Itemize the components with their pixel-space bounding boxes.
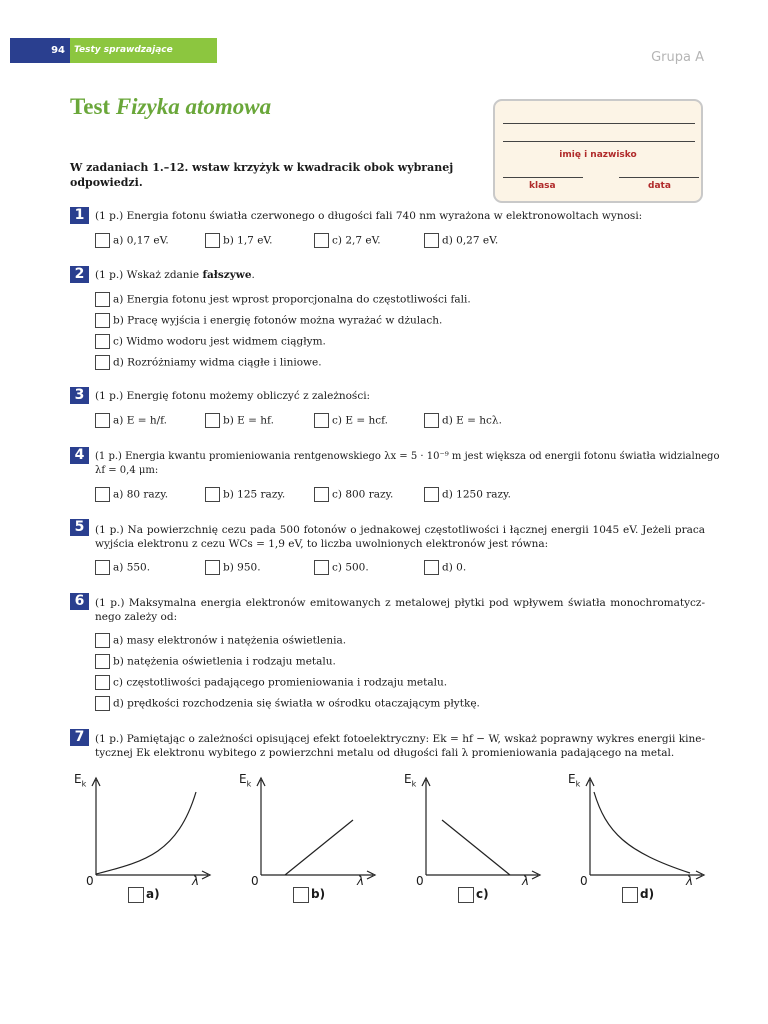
answer-option[interactable] bbox=[95, 292, 471, 307]
y-label: E bbox=[568, 772, 576, 786]
graph-option[interactable] bbox=[72, 770, 212, 910]
checkbox[interactable] bbox=[424, 560, 439, 575]
graph-option[interactable] bbox=[237, 770, 377, 910]
answer-option[interactable] bbox=[95, 675, 447, 690]
date-line bbox=[619, 177, 699, 178]
section-title: Testy sprawdzające bbox=[70, 38, 217, 63]
option-label: d) E = hcλ. bbox=[442, 414, 502, 427]
option-label: a) masy elektronów i natężenia oświetlenia. bbox=[113, 634, 347, 647]
checkbox[interactable] bbox=[95, 355, 110, 370]
origin-label: 0 bbox=[416, 874, 424, 888]
answer-option[interactable] bbox=[95, 313, 442, 328]
text-line: λf = 0,4 μm: bbox=[95, 465, 159, 476]
instruction: W zadaniach 1.–12. wstaw krzyżyk w kwadracik obok wybranej odpowiedzi. bbox=[70, 161, 454, 189]
x-axis-label: λ bbox=[686, 874, 694, 888]
text-part: . bbox=[251, 269, 255, 281]
y-axis-label bbox=[404, 772, 416, 788]
checkbox[interactable] bbox=[95, 334, 110, 349]
checkbox[interactable] bbox=[95, 233, 110, 248]
checkbox[interactable] bbox=[95, 560, 110, 575]
question-number: 2 bbox=[70, 266, 89, 283]
option-label: a) Energia fotonu jest wprost proporcjonalna do częstotliwości fali. bbox=[113, 293, 471, 306]
checkbox[interactable] bbox=[128, 887, 144, 903]
answer-option[interactable] bbox=[205, 487, 285, 502]
graph-label: b) bbox=[311, 887, 326, 901]
checkbox[interactable] bbox=[95, 654, 110, 669]
option-label: c) E = hcf. bbox=[332, 414, 388, 427]
title-prefix: Test bbox=[70, 94, 111, 119]
question-text: (1 p.) Energia fotonu światła czerwonego o długości fali 740 nm wyrażona w elektronowoltach wynosi: bbox=[95, 210, 643, 222]
answer-option[interactable] bbox=[424, 560, 466, 575]
checkbox[interactable] bbox=[622, 887, 638, 903]
graph-label: c) bbox=[476, 887, 489, 901]
option-label: d) 0,27 eV. bbox=[442, 234, 499, 247]
curve bbox=[442, 820, 510, 875]
option-label: a) 80 razy. bbox=[113, 488, 169, 501]
option-label: c) 2,7 eV. bbox=[332, 234, 381, 247]
date-label: data bbox=[648, 181, 671, 191]
option-label: b) Pracę wyjścia i energię fotonów można wyrażać w dżulach. bbox=[113, 314, 443, 327]
option-label: d) 1250 razy. bbox=[442, 488, 511, 501]
y-label: E bbox=[404, 772, 412, 786]
question-number: 7 bbox=[70, 729, 89, 746]
name-label: imię i nazwisko bbox=[559, 150, 637, 160]
x-axis-label: λ bbox=[357, 874, 365, 888]
answer-option[interactable] bbox=[95, 413, 167, 428]
checkbox[interactable] bbox=[293, 887, 309, 903]
class-line bbox=[503, 177, 583, 178]
graph-option[interactable] bbox=[566, 770, 706, 910]
question-text: (1 p.) Energię fotonu możemy obliczyć z zależności: bbox=[95, 390, 371, 402]
text-emphasis: fałszywe bbox=[202, 269, 252, 281]
y-label: E bbox=[74, 772, 82, 786]
question-number: 1 bbox=[70, 207, 89, 224]
page-number: 94 bbox=[10, 38, 70, 63]
question-number: 4 bbox=[70, 447, 89, 464]
text-part: (1 p.) Wskaż zdanie bbox=[95, 269, 203, 281]
answer-option[interactable] bbox=[95, 334, 326, 349]
text-line: (1 p.) Energia kwantu promieniowania rentgenowskiego λx = 5 · 10⁻⁹ m jest większa od energii fotonu światła widzialnego bbox=[95, 451, 720, 462]
option-label: c) Widmo wodoru jest widmem ciągłym. bbox=[113, 335, 326, 348]
option-label: b) 1,7 eV. bbox=[223, 234, 273, 247]
curve bbox=[96, 792, 196, 874]
answer-option[interactable] bbox=[95, 355, 322, 370]
x-axis-label: λ bbox=[192, 874, 200, 888]
option-label: c) częstotliwości padającego promieniowania i rodzaju metalu. bbox=[113, 676, 448, 689]
checkbox[interactable] bbox=[314, 413, 329, 428]
checkbox[interactable] bbox=[205, 560, 220, 575]
checkbox[interactable] bbox=[95, 633, 110, 648]
option-label: b) 950. bbox=[223, 561, 261, 574]
option-label: a) E = h/f. bbox=[113, 414, 167, 427]
question-number: 5 bbox=[70, 519, 89, 536]
question-number: 6 bbox=[70, 593, 89, 610]
answer-option[interactable] bbox=[424, 413, 502, 428]
checkbox[interactable] bbox=[314, 487, 329, 502]
option-label: b) natężenia oświetlenia i rodzaju metalu. bbox=[113, 655, 336, 668]
y-label-sub: k bbox=[411, 779, 417, 789]
answer-option[interactable] bbox=[424, 487, 511, 502]
question-text: (1 p.) Pamiętając o zależności opisującej efekt fotoelektryczny: Ek = hf − W, wskaż poprawny wykres energii kine-tycznej Ek elektronu wybitego z powierzchni metalu od długości fali λ promieniowania padającego na metal. bbox=[95, 733, 705, 759]
class-label: klasa bbox=[529, 181, 556, 191]
checkbox[interactable] bbox=[458, 887, 474, 903]
checkbox[interactable] bbox=[314, 233, 329, 248]
checkbox[interactable] bbox=[95, 313, 110, 328]
name-line-2 bbox=[503, 141, 695, 142]
title-name: Fizyka atomowa bbox=[115, 94, 272, 119]
checkbox[interactable] bbox=[95, 413, 110, 428]
y-label-sub: k bbox=[246, 779, 252, 789]
checkbox[interactable] bbox=[314, 560, 329, 575]
checkbox[interactable] bbox=[424, 413, 439, 428]
graph-label: d) bbox=[640, 887, 655, 901]
option-label: b) E = hf. bbox=[223, 414, 274, 427]
y-label-sub: k bbox=[575, 779, 581, 789]
x-axis-label: λ bbox=[522, 874, 530, 888]
answer-option[interactable] bbox=[424, 233, 498, 248]
checkbox[interactable] bbox=[95, 675, 110, 690]
y-label-sub: k bbox=[81, 779, 87, 789]
answer-option[interactable] bbox=[314, 487, 393, 502]
answer-option[interactable] bbox=[314, 560, 369, 575]
checkbox[interactable] bbox=[95, 696, 110, 711]
checkbox[interactable] bbox=[205, 413, 220, 428]
answer-option[interactable] bbox=[314, 413, 388, 428]
student-info-box[interactable] bbox=[493, 99, 703, 203]
option-label: d) prędkości rozchodzenia się światła w ośrodku otaczającym płytkę. bbox=[113, 697, 480, 710]
name-line-1 bbox=[503, 123, 695, 124]
answer-option[interactable] bbox=[95, 560, 150, 575]
curve bbox=[285, 820, 353, 875]
answer-option[interactable] bbox=[95, 487, 168, 502]
checkbox[interactable] bbox=[424, 233, 439, 248]
answer-option[interactable] bbox=[205, 233, 273, 248]
page-title bbox=[70, 94, 271, 120]
origin-label: 0 bbox=[86, 874, 94, 888]
question-text bbox=[95, 268, 705, 282]
y-axis-label bbox=[239, 772, 251, 788]
answer-option[interactable] bbox=[205, 560, 261, 575]
curve bbox=[594, 792, 690, 873]
question-text: (1 p.) Na powierzchnię cezu pada 500 fotonów o jednakowej częstotliwości i łącznej energii 1045 eV. Jeżeli praca wyjścia elektronu z cezu WCs = 1,9 eV, to liczba uwolnionych elektronów jest równa: bbox=[95, 524, 705, 550]
option-label: d) 0. bbox=[442, 561, 467, 574]
checkbox[interactable] bbox=[95, 292, 110, 307]
y-label: E bbox=[239, 772, 247, 786]
option-label: a) 0,17 eV. bbox=[113, 234, 169, 247]
origin-label: 0 bbox=[580, 874, 588, 888]
option-label: d) Rozróżniamy widma ciągłe i liniowe. bbox=[113, 356, 322, 369]
origin-label: 0 bbox=[251, 874, 259, 888]
group-label: Grupa A bbox=[651, 50, 704, 65]
answer-option[interactable] bbox=[205, 413, 274, 428]
graph-label: a) bbox=[146, 887, 160, 901]
option-label: c) 800 razy. bbox=[332, 488, 394, 501]
question-text: (1 p.) Maksymalna energia elektronów emitowanych z metalowej płytki pod wpływem światła monochromatycz-nego zależy od: bbox=[95, 597, 705, 623]
checkbox[interactable] bbox=[95, 487, 110, 502]
y-axis-label bbox=[74, 772, 86, 788]
graph-option[interactable] bbox=[402, 770, 542, 910]
y-axis-label bbox=[568, 772, 580, 788]
answer-option[interactable] bbox=[95, 233, 169, 248]
question-number: 3 bbox=[70, 387, 89, 404]
checkbox[interactable] bbox=[424, 487, 439, 502]
answer-option[interactable] bbox=[95, 654, 336, 669]
checkbox[interactable] bbox=[205, 233, 220, 248]
answer-option[interactable] bbox=[95, 696, 480, 711]
answer-option[interactable] bbox=[314, 233, 381, 248]
option-label: a) 550. bbox=[113, 561, 151, 574]
question-text bbox=[95, 450, 720, 478]
checkbox[interactable] bbox=[205, 487, 220, 502]
option-label: c) 500. bbox=[332, 561, 369, 574]
answer-option[interactable] bbox=[95, 633, 346, 648]
option-label: b) 125 razy. bbox=[223, 488, 286, 501]
